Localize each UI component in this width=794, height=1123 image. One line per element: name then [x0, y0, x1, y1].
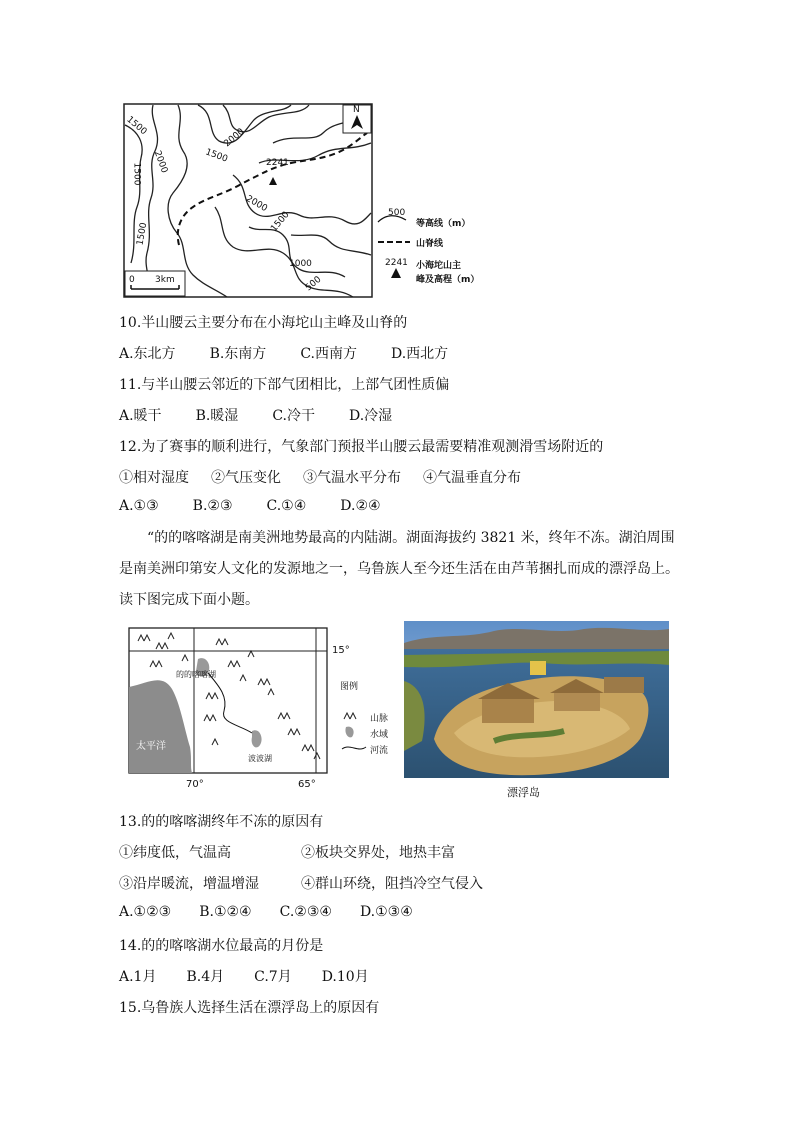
- question-10-options: [119, 343, 482, 363]
- question-13-options: [119, 904, 447, 920]
- option-d: D.西北方: [390, 346, 449, 362]
- option-a: A.①②③: [119, 904, 172, 920]
- question-13-items-row1: [119, 842, 455, 862]
- latitude-label: 15°: [332, 645, 350, 656]
- item-4: ④群山环绕，阻挡冷空气侵入: [301, 876, 483, 892]
- legend-title: 图例: [340, 682, 359, 692]
- option-c: C.①④: [266, 498, 307, 514]
- question-10-stem: 10.半山腰云主要分布在小海坨山主峰及山脊的: [119, 315, 408, 331]
- question-15-stem: 15.乌鲁族人选择生活在漂浮岛上的原因有: [119, 1000, 380, 1016]
- item-2: ②气压变化: [211, 470, 281, 486]
- option-b: B.②③: [192, 498, 233, 514]
- question-14-options: [119, 966, 403, 986]
- option-c: C.冷干: [272, 408, 315, 424]
- question-13-items-row2: [119, 873, 483, 893]
- legend-contour-label: 等高线（m）: [416, 219, 471, 229]
- legend-symbols: [376, 208, 416, 290]
- lake-region-map-graphic: [128, 627, 390, 795]
- item-3: ③沿岸暖流，增温增湿: [119, 876, 259, 892]
- lake-label: 的的喀喀湖: [176, 670, 216, 679]
- question-11-options: [119, 405, 426, 425]
- contour-label: 1500: [135, 221, 150, 247]
- question-12-stem: 12.为了赛事的顺利进行，气象部门预报半山腰云最需要精准观测滑雪场附近的: [119, 439, 604, 455]
- lake-region-map: [128, 627, 390, 795]
- scale-distance-label: 3km: [155, 275, 175, 285]
- contour-label: 1500: [269, 210, 292, 234]
- option-a: A.①③: [119, 498, 159, 514]
- option-d: D.冷湿: [348, 408, 393, 424]
- photo-graphic: [404, 621, 669, 778]
- option-b: B.①②④: [199, 904, 252, 920]
- item-3: ③气温水平分布: [303, 470, 401, 486]
- option-c: C.西南方: [300, 346, 357, 362]
- ocean-label: 太平洋: [136, 741, 166, 752]
- contour-label: 1500: [124, 114, 149, 138]
- question-12-options: [119, 498, 415, 514]
- option-d: D.②④: [340, 498, 381, 514]
- legend-mountain-label: 山脉: [370, 714, 389, 724]
- legend-peak-label: 小海坨山主: [416, 261, 462, 271]
- legend-water-label: 水域: [370, 730, 389, 740]
- photo-caption: 漂浮岛: [507, 786, 540, 799]
- contour-label: 1000: [289, 259, 312, 269]
- question-14-stem: 14.的的喀喀湖水位最高的月份是: [119, 938, 324, 954]
- question-13-stem: 13.的的喀喀湖终年不冻的原因有: [119, 814, 324, 830]
- longitude-label: 65°: [298, 779, 316, 790]
- contour-label: 1500: [131, 162, 142, 186]
- scale-zero-label: 0: [129, 275, 135, 285]
- item-2: ②板块交界处，地热丰富: [301, 845, 455, 861]
- option-d: D.10月: [321, 969, 369, 985]
- contour-map-legend: [376, 208, 496, 290]
- item-1: ①相对湿度: [119, 470, 189, 486]
- lake-label: 波波湖: [248, 754, 272, 763]
- option-b: B.东南方: [209, 346, 267, 362]
- option-a: A.1月: [119, 969, 157, 985]
- north-label: N: [353, 105, 360, 115]
- option-a: A.东北方: [119, 346, 176, 362]
- contour-label: 1500: [203, 147, 229, 165]
- reading-passage: “的的喀喀湖是南美洲地势最高的内陆湖。湖面海拔约 3821 米，终年不冻。湖泊周围是南美洲印第安人文化的发源地之一，乌鲁族人至今还生活在由芦苇捆扎而成的漂浮岛上。读下图完成下面小题。: [119, 530, 679, 608]
- contour-label: 2000: [244, 193, 269, 215]
- option-d: D.①③④: [359, 904, 413, 920]
- option-b: B.4月: [186, 969, 225, 985]
- option-c: C.②③④: [279, 904, 332, 920]
- legend-river-label: 河流: [370, 746, 389, 756]
- option-a: A.暖干: [119, 408, 162, 424]
- item-1: ①纬度低，气温高: [119, 845, 231, 861]
- legend-ridge-label: 山脊线: [416, 239, 444, 249]
- option-b: B.暖湿: [195, 408, 239, 424]
- floating-island-photo: [404, 621, 669, 778]
- item-4: ④气温垂直分布: [423, 470, 521, 486]
- question-12-items: [119, 467, 555, 487]
- legend-contour-value: 500: [388, 208, 406, 218]
- contour-map: [123, 103, 373, 298]
- option-c: C.7月: [254, 969, 292, 985]
- contour-label: 2000: [151, 149, 170, 175]
- legend-peak-label: 峰及高程（m）: [416, 275, 480, 285]
- longitude-label: 70°: [186, 779, 204, 790]
- question-11-stem: 11.与半山腰云邻近的下部气团相比，上部气团性质偏: [119, 377, 450, 393]
- legend-peak-value: 2241: [385, 258, 408, 268]
- contour-label: 2000: [222, 126, 247, 150]
- contour-label: 500: [303, 274, 324, 294]
- peak-elevation-label: 2241: [266, 158, 289, 168]
